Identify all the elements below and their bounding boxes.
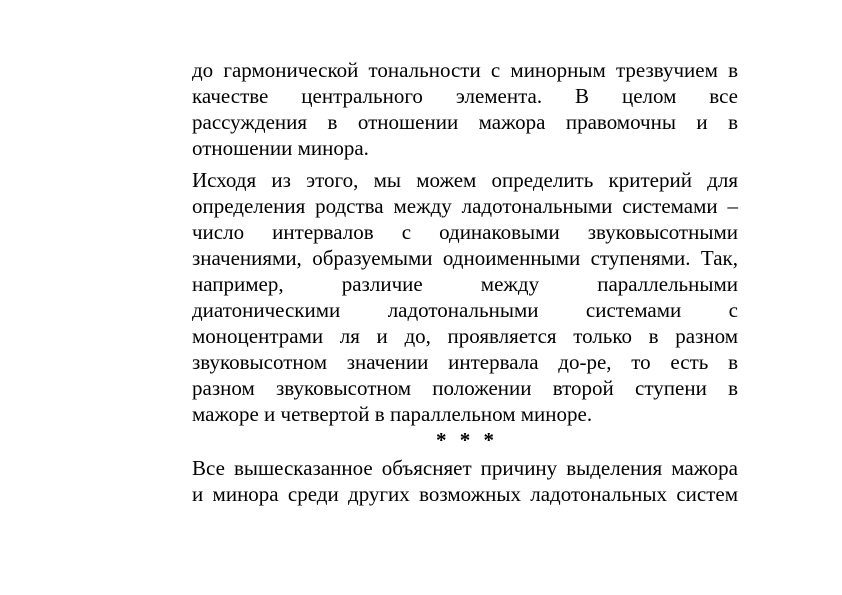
text-line: диатоническими ладотональными системами с bbox=[192, 298, 738, 322]
text-line: например, различие между параллельными bbox=[192, 272, 738, 296]
text-line: звуковысотном значении интервала до-ре, то есть в bbox=[192, 350, 738, 374]
paragraph-1 bbox=[192, 57, 738, 161]
paragraph-2 bbox=[192, 167, 738, 427]
text-line: до гармонической тональности с минорным трезвучием в bbox=[192, 58, 738, 82]
text-line: разном звуковысотном положении второй ступени в bbox=[192, 376, 738, 400]
text-line: качестве центрального элемента. В целом все bbox=[192, 84, 738, 108]
text-line: Все вышесказанное объясняет причину выделения мажора bbox=[192, 456, 738, 480]
text-line: моноцентрами ля и до, проявляется только в разном bbox=[192, 324, 738, 348]
section-separator: * * * bbox=[436, 428, 498, 452]
text-line: определения родства между ладотональными системами – bbox=[192, 194, 738, 218]
text-line: число интервалов с одинаковыми звуковысотными bbox=[192, 220, 738, 244]
text-line: значениями, образуемыми одноименными ступенями. Так, bbox=[192, 246, 738, 270]
text-line: и минора среди других возможных ладотональных систем bbox=[192, 482, 738, 506]
text-column bbox=[192, 57, 738, 507]
paragraph-3 bbox=[192, 455, 738, 507]
text-line: мажоре и четвертой в параллельном миноре. bbox=[192, 402, 593, 426]
text-line: рассуждения в отношении мажора правомочны и в bbox=[192, 110, 738, 134]
text-line: отношении минора. bbox=[192, 136, 369, 160]
text-line: Исходя из этого, мы можем определить критерий для bbox=[192, 168, 738, 192]
